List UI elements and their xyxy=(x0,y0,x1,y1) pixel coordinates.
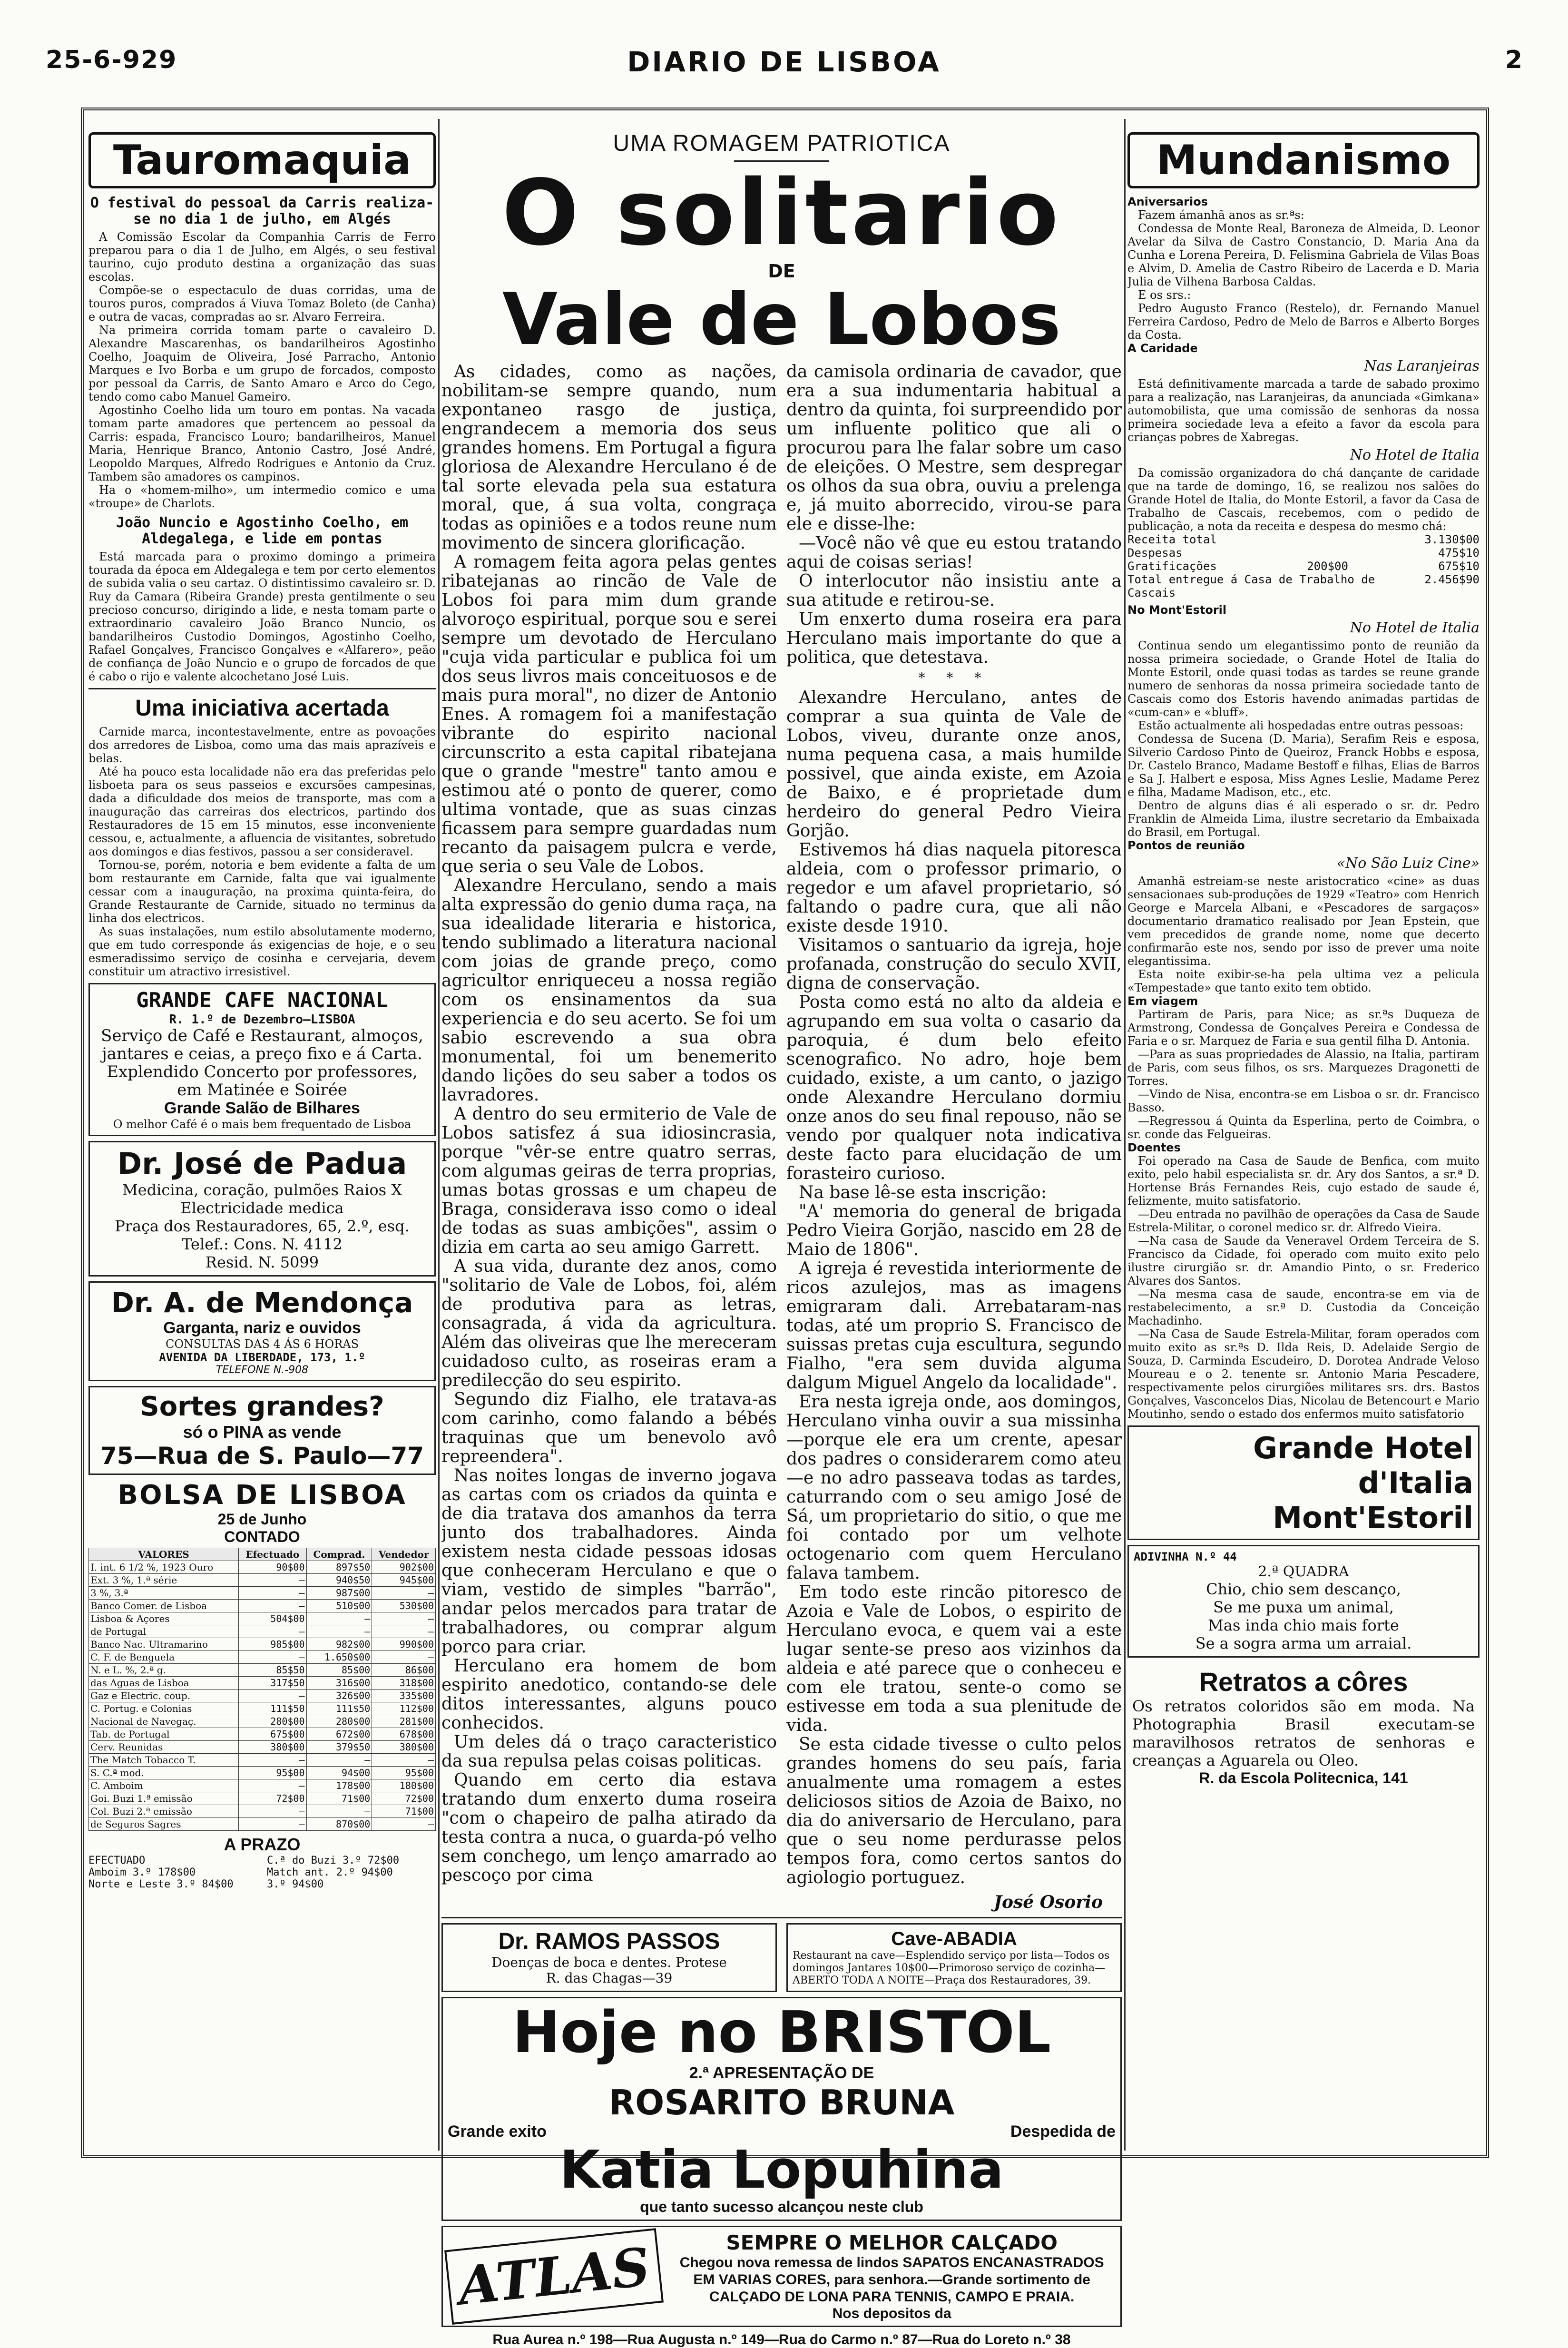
ad-bristol xyxy=(441,1997,1122,2221)
bolsa-date: 25 de Junho xyxy=(217,1511,307,1528)
table-cell: Cerv. Reunidas xyxy=(89,1741,239,1754)
column-divider xyxy=(438,119,440,2151)
table-cell: 985$00 xyxy=(239,1638,306,1651)
account-total: 675$10 xyxy=(1438,560,1480,573)
ad-line: 75—Rua de S. Paulo—77 xyxy=(100,1442,424,1470)
table-cell: — xyxy=(306,1625,372,1638)
article-paragraph: Até ha pouco esta localidade não era das preferidas pelo lisboeta para os seus passeios e excursões campesinas, dada a dificuldade dos meios de transporte, mas com a inauguração das carreiras dos electricos, partindo dos Restauradores de 15 em 15 minutos, esse inconveniente cessou, e, actualmente, a afluencia de visitantes, sobretudo aos domingos e dias festivos, passou a ser consideravel. xyxy=(88,765,436,858)
article-paragraph: Ha o «homem-milho», um intermedio comico e uma «troupe» de Charlots. xyxy=(88,483,436,510)
bolsa-table xyxy=(88,1548,436,1831)
ad-line: ROSARITO BRUNA xyxy=(608,2083,955,2122)
ad-line: Mont'Estoril xyxy=(1273,1500,1473,1535)
article-paragraph: Dentro de alguns dias é ali esperado o sr. dr. Pedro Franklin de Almeida Lima, ilustre secretario da Embaixada do Brasil, em Portugal. xyxy=(1127,799,1480,839)
table-cell: 90$00 xyxy=(239,1561,306,1574)
table-cell: 982$00 xyxy=(306,1638,372,1651)
table-row xyxy=(89,1728,436,1741)
ad-line: Restaurant na cave—Esplendido serviço por lista—Todos os domingos Jantares 10$00—Primoroso serviço de cozinha—ABERTO TODA A NOITE—Praça dos Restauradores, 39. xyxy=(793,1950,1110,1986)
article-paragraph: —Na Casa de Saude Estrela-Militar, foram operados com muito exito as sr.ªs D. Ilda Reis, D. Adelaide Sergio de Souza, D. Carminda Escudeiro, D. Dorotea Andrade Veloso Moureau e o 2. tenente sr. Antonio Maria Pescadere, respectivamente pelos cirurgiões militares srs. drs. Bastos Gonçalves, Vasconcelos Dias, Nicolau de Betencourt e Mario Moutinho, sendo o estado dos enfermos muito satisfatorio xyxy=(1127,1327,1480,1421)
table-cell: — xyxy=(239,1805,306,1818)
table-cell: 180$00 xyxy=(372,1779,436,1792)
account-line xyxy=(1127,546,1480,560)
table-cell: — xyxy=(372,1754,436,1767)
prazo-line: 3.º 94$00 xyxy=(267,1878,324,1890)
table-cell: 940$50 xyxy=(306,1574,372,1587)
table-cell: — xyxy=(239,1754,306,1767)
article-paragraph: Um enxerto duma roseira era para Herculano mais importante do que a politica, que detestava. xyxy=(786,609,1122,667)
table-cell: S. C.ª mod. xyxy=(89,1767,239,1779)
account-line xyxy=(1127,560,1480,573)
table-cell: 316$00 xyxy=(306,1677,372,1690)
table-cell: 3 %, 3.ª xyxy=(89,1587,239,1600)
account-value: 3.130$00 xyxy=(1424,533,1480,546)
table-cell: 317$50 xyxy=(239,1677,306,1690)
prazo-line: Amboim 3.º 178$00 xyxy=(88,1867,196,1878)
article-paragraph: —Deu entrada no pavilhão de operações da Casa de Saude Estrela-Militar, o coronel medico sr. dr. Alfredo Vieira. xyxy=(1127,1208,1480,1234)
table-cell: das Aguas de Lisboa xyxy=(89,1677,239,1690)
table-cell: 1.650$00 xyxy=(306,1651,372,1664)
table-cell: — xyxy=(239,1690,306,1702)
table-cell: 870$00 xyxy=(306,1818,372,1831)
ad-cave-abadia xyxy=(786,1923,1122,1992)
article-paragraph: Esta noite exibir-se-ha pela ultima vez a pelicula «Tempestade» que tanto exito tem obtido. xyxy=(1127,968,1480,994)
article-paragraph: Nas noites longas de inverno jogava as cartas com os criados da quinta e de dia tratava dos amanhos da terra junto dos trabalhadores. Ainda existem nesta cidade pessoas idosas que conheceram Herculano e que o viam, vestido de simples "barrão", andar pelos mercados para tratar de trabalhadores, ou comprar algum porco para criar. xyxy=(441,1466,777,1657)
table-cell: C. Portug. e Colonias xyxy=(89,1702,239,1715)
table-row xyxy=(89,1561,436,1574)
subsection-kicker: «No São Luiz Cine» xyxy=(1336,855,1480,872)
table-cell: de Portugal xyxy=(89,1625,239,1638)
accounts-block xyxy=(1127,533,1480,599)
table-row xyxy=(89,1690,436,1702)
table-cell: — xyxy=(372,1651,436,1664)
masthead: DIARIO DE LISBOA xyxy=(627,46,941,78)
ad-line: Chegou nova remessa de lindos SAPATOS ENCANASTRADOS EM VARIAS CORES, para senhora.—Grande sortimento de CALÇADO DE LONA PARA TENNIS, CAMPO E PRAIA. xyxy=(679,2255,1104,2305)
article-title-connector: DE xyxy=(768,261,795,282)
ad-title: Dr. A. de Mendonça xyxy=(111,1287,413,1319)
article-paragraph: "A' memoria do general de brigada Pedro Vieira Gorjão, nascido em 28 de Maio de 1806". xyxy=(786,1202,1122,1259)
article-paragraph: A romagem feita agora pelas gentes ribatejanas ao rincão de Vale de Lobos foi para mim dum grande alvoroço espiritual, porque sou e serei sempre um devotado de Herculano "cuja vida particular e publica foi um dos seus livros mais conceituosos e de mais pura moral", no dizer de Antonio Enes. A romagem foi a manifestação vibrante do espirito nacional circunscrito a esta capital ribatejana que o grande "mestre" tanto amou e estimou até o ponto de querer, como ultima vontade, que as suas cinzas ficassem para sempre guardadas num recanto da paisagem pulcra e verde, que seria o seu Vale de Lobos. xyxy=(441,552,777,876)
table-cell: 94$00 xyxy=(306,1767,372,1779)
account-label: Receita total xyxy=(1127,533,1217,546)
table-cell: — xyxy=(372,1625,436,1638)
article-paragraph: —Para as suas propriedades de Alassio, na Italia, partiram de Paris, com seus filhos, os srs. Marquezes Dragonetti de Torres. xyxy=(1127,1048,1480,1088)
ad-line-pair xyxy=(448,2122,1116,2141)
ad-title: Sortes grandes? xyxy=(140,1391,384,1422)
article-paragraph: Na primeira corrida tomam parte o cavaleiro D. Alexandre Mascarenhas, os bandarilheiros Agostinho Coelho, Joaquim de Oliveira, José Parracho, Antonio Marques e Ivo Borba e um grupo de forcados, composto por pessoal da Carris, de Santo Amaro e Arco do Cego, tendo como cabo Manuel Gameiro. xyxy=(88,324,436,403)
article-paragraph: A sua vida, durante dez anos, como "solitario de Vale de Lobos, foi, além de produtiva para as letras, consagrada, á vida da agricultura. Além das oliveiras que lhe mereceram cuidadoso culto, as roseiras eram a predilecção do seu espirito. xyxy=(441,1257,777,1390)
page-number: 2 xyxy=(1505,46,1522,74)
article-paragraph: Carnide marca, incontestavelmente, entre as povoações dos arredores de Lisboa, como uma das mais aprazíveis e belas. xyxy=(88,725,436,765)
table-cell: 902$00 xyxy=(372,1561,436,1574)
subsection-title: Em viagem xyxy=(1127,994,1198,1008)
adivinha-verse: Mas inda chio mais forte xyxy=(1208,1616,1399,1634)
ad-line: Nos depositos da xyxy=(832,2306,951,2321)
article-paragraph: As suas instalações, num estilo absolutamente moderno, que em tudo corresponde ás exigencias de hoje, e o seu esmeradissimo serviço de cosinha e cervejaria, devem constituir um atractivo irresistivel. xyxy=(88,925,436,978)
ad-line: Medicina, coração, pulmões Raios X xyxy=(122,1181,402,1199)
table-cell: — xyxy=(239,1574,306,1587)
table-row xyxy=(89,1587,436,1600)
table-row xyxy=(89,1754,436,1767)
article-title: O solitario xyxy=(502,160,1061,265)
ad-title: SEMPRE O MELHOR CALÇADO xyxy=(726,2231,1058,2254)
table-cell: — xyxy=(239,1818,306,1831)
table-row xyxy=(89,1638,436,1651)
table-row xyxy=(89,1818,436,1831)
article-paragraph: Estivemos há dias naquela pitoresca aldeia, com o professor primario, o regedor e um afavel proprietario, só faltando o padre cura, que ali não existe desde 1910. xyxy=(786,840,1122,936)
ad-line: Telef.: Cons. N. 4112 xyxy=(182,1235,343,1253)
table-cell: Goi. Buzi 1.ª emissão xyxy=(89,1792,239,1805)
ad-retratos xyxy=(1127,1662,1480,1791)
table-cell: 380$00 xyxy=(372,1741,436,1754)
table-cell: 510$00 xyxy=(306,1600,372,1612)
account-value: 475$10 xyxy=(1438,546,1480,560)
article-paragraph: Foi operado na Casa de Saude de Benfica, com muito exito, pelo habil especialista sr. dr. Ary dos Santos, a sr.ª D. Hortense Brás Fernandes Reis, cujo estado de saude é, felizmente, muito satisfatorio. xyxy=(1127,1154,1480,1208)
table-cell: 72$00 xyxy=(239,1792,306,1805)
table-cell: 990$00 xyxy=(372,1638,436,1651)
ad-line: TELEFONE N.-908 xyxy=(216,1364,309,1376)
account-line xyxy=(1127,533,1480,546)
ad-address: R. da Escola Politecnica, 141 xyxy=(1199,1769,1408,1787)
table-cell: Gaz e Electric. coup. xyxy=(89,1690,239,1702)
article-paragraph: Estão actualmente ali hospedadas entre outras pessoas: xyxy=(1138,719,1464,732)
ad-line: CONSULTAS DAS 4 ÁS 6 HORAS xyxy=(165,1337,359,1351)
table-cell: Ext. 3 %, 1.ª série xyxy=(89,1574,239,1587)
ad-line: Katia Lopuhina xyxy=(559,2139,1004,2200)
table-cell: 72$00 xyxy=(372,1792,436,1805)
adivinha-verse: Se me puxa um animal, xyxy=(1213,1598,1394,1616)
table-cell: 71$00 xyxy=(372,1805,436,1818)
article-paragraph: Da comissão organizadora do chá dançante de caridade que na tarde de domingo, 16, se realizou nos salões do Grande Hotel de Italia, do Monte Estoril, a favor da Casa de Trabalho de Cascais, recebemos, com o pedido de publicação, a nota da receita e despesa do mesmo chá: xyxy=(1127,466,1480,533)
ad-ramos-passos xyxy=(441,1923,777,1992)
article-paragraph: —Na mesma casa de saude, encontra-se em via de restabelecimento, a sr.ª D. Custodia da Conceição Machadinho. xyxy=(1127,1287,1480,1327)
article-paragraph: Está definitivamente marcada a tarde de sabado proximo para a realização, nas Laranjeiras, da anunciada «Gimkana» automobilista, que uma comissão de senhoras da nossa primeira sociedade leva a efeito a favor da escola para crianças pobres de Xabregas. xyxy=(1127,377,1480,444)
section-break: * * * xyxy=(918,670,990,686)
subsection-kicker: No Hotel de Italia xyxy=(1350,447,1480,463)
account-line xyxy=(1127,573,1480,599)
table-row xyxy=(89,1664,436,1677)
ad-subtitle: Grande Salão de Bilhares xyxy=(164,1099,360,1117)
ad-line: Garganta, nariz e ouvidos xyxy=(163,1319,361,1337)
account-value: 200$00 xyxy=(1307,560,1348,573)
ad-jose-padua xyxy=(88,1141,436,1277)
adivinha-verse: Chio, chio sem descanço, xyxy=(1206,1580,1401,1598)
table-cell: — xyxy=(306,1754,372,1767)
center-column xyxy=(441,119,1122,2348)
article-paragraph: Condessa de Sucena (D. Maria), Serafim Reis e esposa, Silverio Cardoso Pinto de Queiroz, Franck Hobbs e esposa, Dr. Castelo Branco, Madame Bestoff e filhas, Elias de Barros e Sa J. Halbert e esposa, Miss Agnes Leslie, Madame Perez e filha, Madame Madison, etc., etc. xyxy=(1127,732,1480,799)
article-paragraph: Alexandre Herculano, sendo a mais alta expressão do genio duma raça, na sua idealidade literaria e historica, tendo sublimado a literatura nacional com joias de grande preço, como agricultor enriqueceu a nossa região com os ensinamentos da sua experiencia e do seu acerto. Se foi um sabio escrevendo a sua obra monumental, foi um benemerito dando lições do seu saber a todos os lavradores. xyxy=(441,876,777,1105)
divider xyxy=(88,688,436,689)
article-paragraph: Segundo diz Fialho, ele tratava-as com carinho, como falando a bébés traquinas que um benevolo avô repreendera". xyxy=(441,1390,777,1466)
article-paragraph: —Você não vê que eu estou tratando aqui de coisas serias! xyxy=(786,533,1122,572)
table-cell: N. e L. %, 2.ª g. xyxy=(89,1664,239,1677)
article-paragraph: da camisola ordinaria de cavador, que era a sua indumentaria habitual a dentro da quinta, foi surpreendido por um influente politico que ali o procurou para lhe falar sobre um caso de eleições. O Mestre, sem despregar os olhos da sua obra, ouviu a prelenga e, já muito aborrecido, virou-se para ele e disse-lhe: xyxy=(786,362,1122,534)
article-headline: Uma iniciativa acertada xyxy=(135,696,389,721)
table-row xyxy=(89,1741,436,1754)
table-cell: 318$00 xyxy=(372,1677,436,1690)
table-row xyxy=(89,1805,436,1818)
table-cell: 897$50 xyxy=(306,1561,372,1574)
table-row xyxy=(89,1651,436,1664)
table-cell: 71$00 xyxy=(306,1792,372,1805)
article-paragraph: —Regressou á Quinta da Esperlina, perto de Coimbra, o sr. conde das Felgueiras. xyxy=(1127,1114,1480,1141)
adivinha-verse: Se a sogra arma um arraial. xyxy=(1195,1634,1412,1652)
article-paragraph: E os srs.: xyxy=(1138,288,1191,302)
prazo-line: Match ant. 2.º 94$00 xyxy=(267,1867,393,1878)
subsection-title: Doentes xyxy=(1127,1141,1181,1154)
article-paragraph: Posta como está no alto da aldeia e agrupando em sua volta o casario da paroquia, é dum belo efeito scenografico. No adro, hoje bem cuidado, existe, a um canto, o jazigo onde Alexandre Herculano dormiu onze anos do seu final repouso, não se vendo por qualquer nota indicativa deste facto para elucidação de um forasteiro curioso. xyxy=(786,992,1122,1183)
table-cell: 380$00 xyxy=(239,1741,306,1754)
table-cell: de Seguros Sagres xyxy=(89,1818,239,1831)
adivinha-title: ADIVINHA N.º 44 xyxy=(1134,1550,1237,1563)
table-cell: — xyxy=(239,1587,306,1600)
ad-title: Grande Hotel d'Italia xyxy=(1253,1431,1473,1500)
article-paragraph: Continua sendo um elegantissimo ponto de reunião da nossa primeira sociedade, o Grande Hotel de Italia do Monte Estoril, onde quasi todas as tardes se reune grande numero de senhoras da nossa primeira sociedade tanto de Cascais como dos Estoris havendo animadas partidas de «cum-can» e «bluff». xyxy=(1127,639,1480,719)
table-cell: 326$00 xyxy=(306,1690,372,1702)
account-label: Despesas xyxy=(1127,546,1183,560)
ad-sortes xyxy=(88,1386,436,1475)
ad-title: Dr. RAMOS PASSOS xyxy=(498,1929,720,1954)
ad-title: Retratos a côres xyxy=(1199,1667,1408,1697)
ad-atlas xyxy=(441,2226,1122,2327)
table-cell: 945$00 xyxy=(372,1574,436,1587)
table-row xyxy=(89,1677,436,1690)
table-cell: 112$00 xyxy=(372,1702,436,1715)
table-cell: 111$50 xyxy=(239,1702,306,1715)
table-cell: 672$00 xyxy=(306,1728,372,1741)
table-cell: 504$00 xyxy=(239,1612,306,1625)
ad-line: Praça dos Restauradores, 65, 2.º, esq. xyxy=(115,1217,410,1235)
table-cell: Col. Buzi 2.ª emissão xyxy=(89,1805,239,1818)
ad-line: Despedida de xyxy=(1010,2122,1116,2141)
ad-line: Electricidade medica xyxy=(180,1199,344,1217)
prazo-line: Norte e Leste 3.º 84$00 xyxy=(88,1878,234,1890)
table-cell: 675$00 xyxy=(239,1728,306,1741)
article-paragraph: —Na casa de Saude da Veneravel Ordem Terceira de S. Francisco da Cidade, foi operado com muito exito pelo ilustre cirurgião sr. dr. Amandio Pinto, o sr. Frederico Alvares dos Santos. xyxy=(1127,1234,1480,1287)
ad-note: O melhor Café é o mais bem frequentado de Lisboa xyxy=(113,1118,412,1131)
table-cell: — xyxy=(239,1625,306,1638)
account-label: Gratificações xyxy=(1127,560,1217,573)
table-cell: Banco Nac. Ultramarino xyxy=(89,1638,239,1651)
table-row xyxy=(89,1612,436,1625)
subsection-title: A Caridade xyxy=(1127,342,1198,355)
table-row xyxy=(89,1625,436,1638)
table-cell: 178$00 xyxy=(306,1779,372,1792)
article-paragraph: Herculano era homem de bom espirito anedotico, contando-se dele ditos interessantes, alguns pouco conhecidos. xyxy=(441,1656,777,1733)
ad-address: R. 1.º de Dezembro—LISBOA xyxy=(169,1012,355,1027)
table-row xyxy=(89,1767,436,1779)
table-row xyxy=(89,1574,436,1587)
table-cell: — xyxy=(306,1805,372,1818)
ad-hotel-italia xyxy=(1127,1425,1480,1540)
article-paragraph: As cidades, como as nações, nobilitam-se sempre quando, num expontaneo rasgo de justiça, engrandecem a memoria dos seus grandes homens. Em Portugal a figura gloriosa de Alexandre Herculano é de tal sorte elevada pela sua estatura moral, que, á sua volta, congraça todas as opiniões e a todos reune num movimento de sincera glorificação. xyxy=(441,362,777,553)
ad-line: Grande exito xyxy=(448,2122,547,2141)
article-body xyxy=(441,363,1122,1912)
subsection-title: No Mont'Estoril xyxy=(1127,603,1227,617)
article-paragraph: Está marcada para o proximo domingo a primeira tourada da época em Aldegalega e tem por certo elementos de subida valia o seu cartaz. O distintissimo cavaleiro sr. D. Ruy da Camara (Ribeira Grande) presta gentilmente o seu precioso concurso, dirigindo a lide, e nesta tomam parte o extraordinario cavaleiro João Branco Nuncio, os bandarilheiros Custodio Domingos, Agostinho Coelho, Rafael Gonçalves, Francisco Gonçalves e «Alfarero», peão de confiança de João Nuncio e o grupo de forcados de que é cabo o rijo e valente alcochetano José Luis. xyxy=(88,550,436,683)
section-title-tauromaquia: Tauromaquia xyxy=(88,132,436,188)
subsection-kicker: No Hotel de Italia xyxy=(1350,619,1480,636)
article-paragraph: Visitamos o santuario da igreja, hoje profanada, construção do seculo XVII, digna de conservação. xyxy=(786,935,1122,993)
adivinha-subtitle: 2.ª QUADRA xyxy=(1258,1563,1349,1580)
article-paragraph: Na base lê-se esta inscrição: xyxy=(799,1183,1047,1202)
atlas-addresses: Rua Aurea n.º 198—Rua Augusta n.º 149—Rua do Carmo n.º 87—Rua do Loreto n.º 38 xyxy=(492,2332,1071,2348)
ad-line: que tanto sucesso alcançou neste club xyxy=(640,2198,923,2215)
section-title-mundanismo: Mundanismo xyxy=(1127,132,1480,188)
table-cell: — xyxy=(372,1818,436,1831)
table-cell: 530$00 xyxy=(372,1600,436,1612)
table-cell: 281$00 xyxy=(372,1715,436,1728)
subsection-title: Aniversarios xyxy=(1127,195,1208,208)
ad-line: 2.ª APRESENTAÇÃO DE xyxy=(689,2064,874,2082)
article-paragraph: Fazem ámanhã anos as sr.ªs: xyxy=(1138,208,1304,222)
table-cell: 86$00 xyxy=(372,1664,436,1677)
ad-title: Hoje no BRISTOL xyxy=(512,2000,1051,2066)
article-paragraph: Quando em certo dia estava tratando dum enxerto duma roseira "com o chapeiro de palha atirado da testa contra a nuca, o guarda-pó velho sem conchego, um lenço amarrado ao pescoço por cima xyxy=(441,1770,777,1885)
table-cell: — xyxy=(239,1600,306,1612)
account-label: Total entregue á Casa de Trabalho de Cascais xyxy=(1127,573,1375,599)
table-cell: Lisboa & Açores xyxy=(89,1612,239,1625)
table-cell: 280$00 xyxy=(306,1715,372,1728)
right-column xyxy=(1127,119,1480,1796)
prazo-line: EFECTUADO xyxy=(88,1855,146,1867)
ad-title: GRANDE CAFE NACIONAL xyxy=(136,988,388,1012)
article-title-sub: Vale de Lobos xyxy=(502,278,1061,361)
article-headline: O festival do pessoal da Carris realiza-se no dia 1 de julho, em Algés xyxy=(90,195,434,227)
ad-cafe-nacional xyxy=(88,983,436,1136)
table-cell: I. int. 6 1/2 %, 1923 Ouro xyxy=(89,1561,239,1574)
left-column xyxy=(88,119,436,1890)
article-headline: João Nuncio e Agostinho Coelho, em Aldegalega, e lide em pontas xyxy=(116,514,409,547)
article-paragraph: Se esta cidade tivesse o culto pelos grandes homens do seu país, faria anualmente uma romagem a estes deliciosos sitios de Azoia de Baixo, no dia do aniversario de Herculano, para que o seu nome perdurasse pelos tempos fora, como certos santos do agiologio portuguez. xyxy=(786,1735,1122,1887)
article-paragraph: Um deles dá o traço caracteristico da sua repulsa pelas coisas politicas. xyxy=(441,1732,777,1771)
atlas-logo: ATLAS xyxy=(444,2228,664,2325)
table-cell: — xyxy=(372,1587,436,1600)
article-paragraph: Pedro Augusto Franco (Restelo), dr. Fernando Manuel Ferreira Cardoso, Pedro de Melo de Barros e Alberto Borges da Costa. xyxy=(1127,302,1480,342)
table-cell: Nacional de Navegaç. xyxy=(89,1715,239,1728)
article-paragraph: —Vindo de Nisa, encontra-se em Lisboa o sr. dr. Francisco Basso. xyxy=(1127,1088,1480,1114)
table-cell: 85$00 xyxy=(306,1664,372,1677)
table-row xyxy=(89,1600,436,1612)
bolsa-header-cell: VALORES xyxy=(89,1548,239,1561)
ad-title: Dr. José de Padua xyxy=(117,1146,407,1181)
table-cell: 280$00 xyxy=(239,1715,306,1728)
article-paragraph: Era nesta igreja onde, aos domingos, Herculano vinha ouvir a sua missinha—porque ele era um crente, apesar dos padres o considerarem como ateu—e no adro passeava todas as tardes, caturrando com o seu amigo José de Sá, um proprietario do sitio, o que me foi contado por um velhote octogenario com quem Herculano falava tambem. xyxy=(786,1392,1122,1583)
table-cell: Tab. de Portugal xyxy=(89,1728,239,1741)
article-paragraph: Tornou-se, porém, notoria e bem evidente a falta de um bom restaurante em Carnide, falta que vai igualmente cessar com a inauguração, na proxima quinta-feira, do Grande Restaurante de Carnide, situado no terminus da linha dos electricos. xyxy=(88,858,436,925)
ad-line: Doenças de boca e dentes. Protese xyxy=(491,1955,727,1970)
prazo-line: C.ª do Buzi 3.º 72$00 xyxy=(267,1855,400,1867)
ad-text: Os retratos coloridos são em moda. Na Photographia Brasil executam-se maravilhosos retratos de senhoras e creanças a Aguarela ou Oleo. xyxy=(1132,1697,1475,1769)
table-cell: C. Amboim xyxy=(89,1779,239,1792)
table-cell: — xyxy=(306,1612,372,1625)
bolsa-title: BOLSA DE LISBOA xyxy=(118,1480,407,1511)
article-paragraph: Agostinho Coelho lida um touro em pontas. Na vacada tomam parte amadores que pertencem ao pessoal da Carris: espada, Francisco Louro; bandarilheiros, Manuel Maria, Henrique Branco, Antonio Castro, José André, Leopoldo Marques, Alfredo Rodrigues e Antonio da Cruz. Tambem são amadores os campinos. xyxy=(88,403,436,483)
ad-line: AVENIDA DA LIBERDADE, 173, 1.º xyxy=(159,1351,365,1364)
table-row xyxy=(89,1779,436,1792)
ad-line: Resid. N. 5099 xyxy=(205,1253,319,1271)
ad-line: só o PINA as vende xyxy=(183,1422,342,1442)
article-paragraph: A Comissão Escolar da Companhia Carris de Ferro preparou para o dia 1 de Julho, em Algés, o seu festival taurino, cujo produto destina a organização das suas escolas. xyxy=(88,230,436,284)
bolsa-header-cell: Efectuado xyxy=(239,1548,306,1561)
prazo-title: A PRAZO xyxy=(224,1835,301,1854)
article-paragraph: Em todo este rincão pitoresco de Azoia e Vale de Lobos, o espirito de Herculano evoca, e quem vai a este lugar sente-se preso aos vizinhos da aldeia e até parece que o conheceu e com ele tratou, sente-o como se estivesse em toda a sua plenitude de vida. xyxy=(786,1582,1122,1735)
bolsa-header-cell: Vendedor xyxy=(372,1548,436,1561)
bolsa-header-cell: Comprad. xyxy=(306,1548,372,1561)
article-paragraph: A igreja é revestida interiormente de ricos azulejos, mas as imagens emigraram dali. Arrebataram-nas todas, até um proprio S. Francisco de suissas pretas cuja escultura, segundo Fialho, "era sem duvida alguma dalgum Miguel Angelo da localidade". xyxy=(786,1259,1122,1393)
ad-row xyxy=(441,1923,1122,1992)
adivinha-box xyxy=(1127,1545,1480,1658)
subsection-kicker: Nas Laranjeiras xyxy=(1364,358,1480,374)
table-cell: 85$50 xyxy=(239,1664,306,1677)
table-cell: — xyxy=(372,1612,436,1625)
bolsa-section xyxy=(88,1480,436,1890)
divider xyxy=(441,1917,1122,1918)
bolsa-contado: CONTADO xyxy=(224,1528,300,1545)
table-cell: C. F. de Benguela xyxy=(89,1651,239,1664)
subsection-title: Pontos de reunião xyxy=(1127,839,1245,852)
table-cell: 678$00 xyxy=(372,1728,436,1741)
table-cell: 335$00 xyxy=(372,1690,436,1702)
article-paragraph: Condessa de Monte Real, Baroneza de Almeida, D. Leonor Avelar da Silva de Castro Constancio, D. Maria Ana da Cunha e Lorena Pereira, D. Felismina Gabriela de Vilas Boas e Alvim, D. Amelia de Castro Ribeiro de Lacerda e D. Maria Julia de Vilhena Barbosa Caldas. xyxy=(1127,222,1480,288)
table-cell: Banco Comer. de Lisboa xyxy=(89,1600,239,1612)
article-paragraph: Amanhã estreiam-se neste aristocratico «cine» as duas sensacionaes sub-produções de 1929 «Teatro» com Henrich George e Marcela Albani, e «Pescadores de sargaços» documentario dramatico realisado por Jean Epstein, que vem precedidos de grande nome, nome que decerto confirmarão este nos, sendo por isso de prever uma noite elegantissima. xyxy=(1127,874,1480,968)
table-cell: 379$50 xyxy=(306,1741,372,1754)
issue-date: 25-6-929 xyxy=(46,46,177,74)
table-row xyxy=(89,1715,436,1728)
ad-text: Serviço de Café e Restaurant, almoços, jantares e ceias, a preço fixo e á Carta. Explendido Concerto por professores, em Matinée e Soirée xyxy=(101,1026,423,1100)
table-row xyxy=(89,1792,436,1805)
article-paragraph: Compõe-se o espectaculo de duas corridas, uma de touros puros, comprados á Viuva Tomaz Boleto (de Canha) e outra de vacas, compradas ao sr. Alvaro Ferreira. xyxy=(88,284,436,324)
table-cell: 111$50 xyxy=(306,1702,372,1715)
ad-mendonca xyxy=(88,1281,436,1381)
article-kicker: UMA ROMAGEM PATRIOTICA xyxy=(613,131,951,156)
account-value: 2.456$90 xyxy=(1424,573,1480,586)
ad-line: R. das Chagas—39 xyxy=(546,1970,673,1986)
article-paragraph: O interlocutor não insistiu ante a sua atitude e retirou-se. xyxy=(786,571,1122,610)
table-cell: 95$00 xyxy=(239,1767,306,1779)
article-paragraph: A dentro do seu ermiterio de Vale de Lobos satisfez á sua idiosincrasia, porque "vêr-se entre quatro serras, com algumas geiras de terra proprias, umas botas grossas e um chapeu de Braga, considerava isso como o ideal de todas as suas ambições", assim o dizia em carta ao seu amigo Garrett. xyxy=(441,1104,777,1257)
table-row xyxy=(89,1702,436,1715)
table-cell: 95$00 xyxy=(372,1767,436,1779)
column-divider xyxy=(1124,119,1126,2151)
table-cell: 987$00 xyxy=(306,1587,372,1600)
ad-title: Cave-ABADIA xyxy=(891,1928,1017,1949)
table-cell: — xyxy=(239,1651,306,1664)
author-signature: José Osorio xyxy=(993,1892,1103,1912)
article-paragraph: Alexandre Herculano, antes de comprar a sua quinta de Vale de Lobos, viveu, durante onze anos, numa pequena casa, a mais humilde possivel, que ainda existe, em Azoia de Baixo, e é proprietade dum herdeiro do general Pedro Vieira Gorjão. xyxy=(786,688,1122,841)
table-cell: — xyxy=(239,1779,306,1792)
prazo-block xyxy=(88,1855,436,1890)
article-paragraph: Partiram de Paris, para Nice; as sr.ªs Duqueza de Armstrong, Condessa de Gonçalves Pereira e Condessa de Faria e o sr. Marquez de Faria e sua gentil filha D. Antonia. xyxy=(1127,1008,1480,1048)
table-cell: The Match Tobacco T. xyxy=(89,1754,239,1767)
page-header xyxy=(46,46,1522,88)
